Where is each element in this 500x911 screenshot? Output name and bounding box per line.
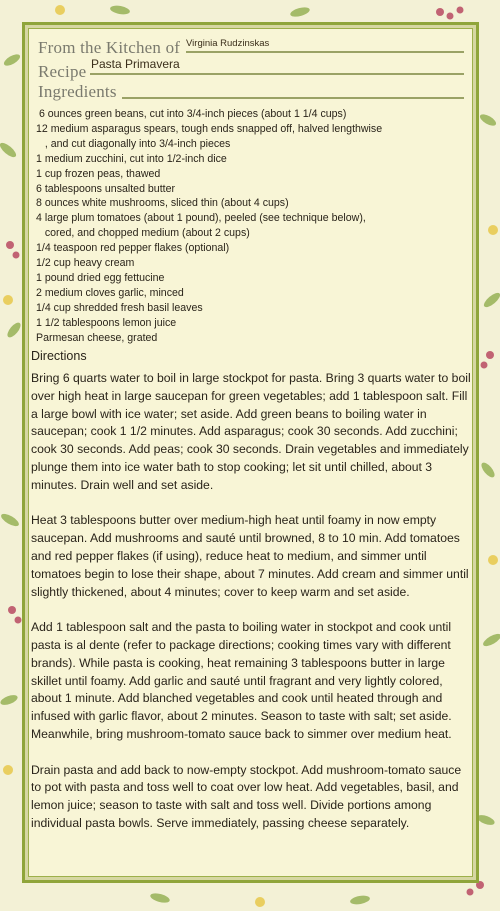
ingredient-item: 1 medium zucchini, cut into 1/2-inch dice — [36, 152, 227, 165]
recipe-label: Recipe — [38, 62, 87, 81]
ingredients-underline — [122, 97, 464, 99]
ingredient-item: 2 medium cloves garlic, minced — [36, 286, 184, 299]
ingredient-item: 4 large plum tomatoes (about 1 pound), peeled (see technique below), — [36, 212, 366, 225]
ingredient-item: , and cut diagonally into 3/4-inch pieces — [36, 137, 231, 150]
ingredients-list — [36, 107, 382, 346]
recipe-underline — [90, 73, 464, 75]
direction-paragraph: Bring 6 quarts water to boil in large stockpot for pasta. Bring 3 quarts water to boil over high heat in large saucepan for green vegetables; add 1 tablespoon salt. Fill a large bowl with ice water; set aside. Add green beans to boiling water in saucepan; cook 1 1/2 minutes. Add asparagus; cook 30 seconds. Add zucchini; cook 30 seconds. Add peas; cook 30 seconds. Drain vegetables and immediately plunge them into ice water bath to stop cooking; let sit until chilled, about 3 minutes. Drain well and set aside. — [31, 371, 471, 492]
directions-text — [31, 370, 471, 851]
ingredient-item: 1/2 cup heavy cream — [36, 257, 135, 270]
recipe-name: Pasta Primavera — [91, 57, 180, 71]
ingredient-item: Parmesan cheese, grated — [36, 331, 158, 344]
ingredient-item: 1 pound dried egg fettucine — [36, 271, 165, 284]
ingredient-item: 6 tablespoons unsalted butter — [36, 182, 175, 195]
ingredient-item: 6 ounces green beans, cut into 3/4-inch pieces (about 1 1/4 cups) — [36, 108, 347, 120]
direction-paragraph: Drain pasta and add back to now-empty stockpot. Add mushroom-tomato sauce to pot with pasta and toss well to coat over low heat. Add vegetables, basil, and lemon juice; season to taste with salt and toss well. Divide portions among individual pasta bowls. Serve immediately, passing cheese separately. — [31, 762, 462, 830]
ingredient-item: 1 cup frozen peas, thawed — [36, 167, 161, 180]
ingredient-item: cored, and chopped medium (about 2 cups) — [36, 227, 250, 240]
direction-paragraph: Add 1 tablespoon salt and the pasta to boiling water in stockpot and cook until pasta is al dente (refer to package directions; cooking times vary with different brands). While pasta is cooking, heat remaining 3 tablespoons butter in large skillet until foamy. Add garlic and sauté until fragrant and very lightly colored, about 1 minute. Add blanched vegetables and cook until heated through and infused with garlic flavor, about 2 minutes. Season to taste with salt; set aside. Meanwhile, bring mushroom-tomato sauce back to simmer over medium heat. — [31, 620, 452, 741]
ingredients-label: Ingredients — [38, 82, 117, 101]
kitchen-underline — [186, 51, 464, 53]
directions-label: Directions — [31, 349, 87, 363]
direction-paragraph: Heat 3 tablespoons butter over medium-high heat until foamy in now empty saucepan. Add mushrooms and sauté until browned, 8 to 10 min. Add tomatoes and red pepper flakes (if using), reduce heat to medium, and simmer until tomatoes begin to lose their shape, about 7 minutes. Add cream and simmer until slightly thickened, about 4 minutes; cover to keep warm and set aside. — [31, 513, 469, 599]
ingredient-item: 12 medium asparagus spears, tough ends snapped off, halved lengthwise — [36, 122, 383, 135]
kitchen-label: From the Kitchen of — [38, 38, 181, 57]
kitchen-name: Virginia Rudzinskas — [186, 38, 270, 49]
ingredient-item: 1/4 cup shredded fresh basil leaves — [36, 301, 203, 314]
ingredient-item: 8 ounces white mushrooms, sliced thin (about 4 cups) — [36, 197, 289, 210]
ingredient-item: 1/4 teaspoon red pepper flakes (optional) — [36, 242, 230, 255]
ingredient-item: 1 1/2 tablespoons lemon juice — [36, 316, 177, 329]
